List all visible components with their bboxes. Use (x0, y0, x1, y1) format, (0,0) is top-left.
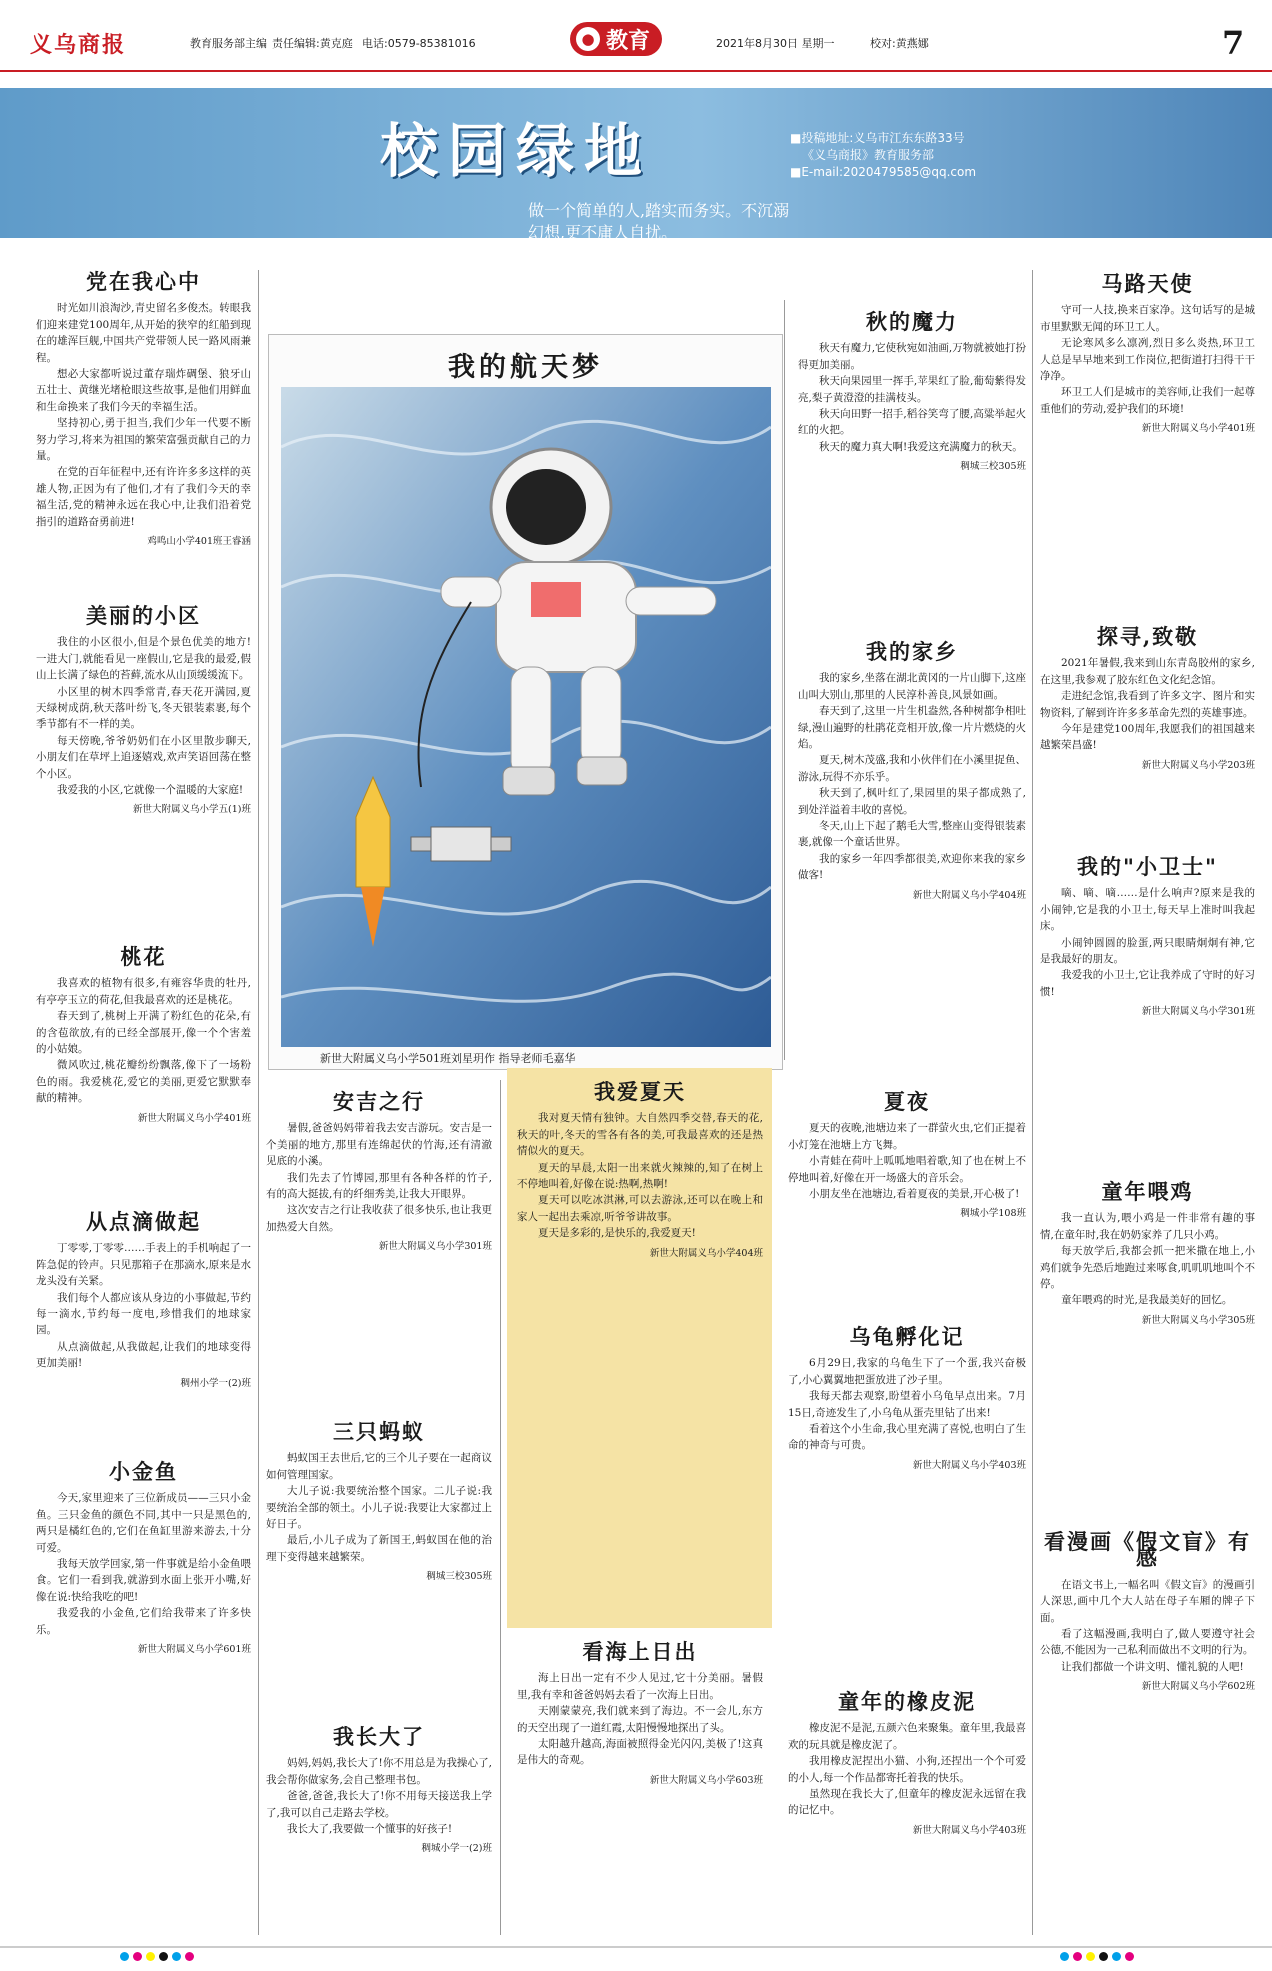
column-divider (1032, 270, 1033, 1935)
article: 童年喂鸡 我一直认为,喂小鸡是一件非常有趣的事情,在童年时,我在奶奶家养了几只小鸡。 每天放学后,我都会抓一把米撒在地上,小鸡们就争先恐后地跑过来啄食,叽叽叽地叫个不停。 童年喂鸡的时光,是我最美好的回忆。 新世大附属义乌小学305班 (1040, 1180, 1255, 1500)
article-author: 新世大附属义乌小学603班 (649, 1774, 763, 1786)
article-title: 美丽的小区 (86, 604, 201, 628)
article-title: 小金鱼 (109, 1460, 178, 1484)
article-author: 新世大附属义乌小学404班 (912, 889, 1026, 901)
masthead: 义乌商报 (30, 32, 127, 58)
proofreader: 校对:黄燕娜 (870, 37, 929, 50)
article-author: 新世大附属义乌小学602班 (1141, 1681, 1255, 1693)
article-author: 新世大附属义乌小学305班 (1141, 1314, 1255, 1326)
article: 看海上日出 海上日出一定有不少人见过,它十分美丽。暑假里,我有幸和爸爸妈妈去看了一次海上日出。 天刚蒙蒙亮,我们就来到了海边。不一会儿,东方的天空出现了一道红霞,太阳慢慢地探出了头。 太阳越升越高,海面被照得金光闪闪,美极了!这真是伟大的奇观。 新世大附属义乌小学603班 (517, 1640, 763, 1935)
article-author: 稠州小学一(2)班 (180, 1377, 251, 1389)
figure-title: 我的航天梦 (448, 352, 603, 383)
article-author: 新世大附属义乌小学401班 (1141, 423, 1255, 435)
duty-editor: 责任编辑:黄克庭 (272, 37, 353, 50)
article: 我爱夏天 我对夏天情有独钟。大自然四季交替,春天的花,秋天的叶,冬天的雪各有各的美,可我最喜欢的还是热情似火的夏天。 夏天的早晨,太阳一出来就火辣辣的,知了在树上不停地叫着,好像在说:热啊,热啊! 夏天可以吃冰淇淋,可以去游泳,还可以在晚上和家人一起出去乘凉,听爷爷讲故事。 夏天是多彩的,是快乐的,我爱夏天! 新世大附属义乌小学404班 (517, 1080, 763, 1480)
issue-date: 2021年8月30日 星期一 (716, 37, 835, 50)
article-title: 童年喂鸡 (1101, 1180, 1194, 1204)
article-author: 新世大附属义乌小学五(1)班 (133, 804, 251, 816)
article-author: 新世大附属义乌小学301班 (378, 1241, 492, 1253)
painting-figure (268, 334, 783, 1070)
column-divider (500, 1080, 501, 1935)
article-author: 新世大附属义乌小学203班 (1141, 759, 1255, 771)
article: 我的"小卫士" 嘀、嘀、嘀……是什么响声?原来是我的小闹钟,它是我的小卫士,每天早上准时叫我起床。 小闹钟圆圆的脸蛋,两只眼睛炯炯有神,它是我最好的朋友。 我爱我的小卫士,它让我养成了守时的好习惯! 新世大附属义乌小学301班 (1040, 855, 1255, 1155)
article-author: 新世大附属义乌小学403班 (912, 1824, 1026, 1836)
article-author: 稠城三校305班 (426, 1571, 492, 1583)
article-author: 鸡鸣山小学401班王睿涵 (147, 536, 251, 548)
column-divider (784, 300, 785, 1060)
article-author: 新世大附属义乌小学404班 (649, 1247, 763, 1259)
article-title: 我爱夏天 (594, 1080, 686, 1104)
article-title: 党在我心中 (86, 270, 201, 294)
article-title: 我长大了 (333, 1725, 425, 1749)
article-title: 秋的魔力 (866, 310, 958, 334)
article-author: 新世大附属义乌小学403班 (912, 1459, 1026, 1471)
page-header (0, 0, 1272, 72)
article-author: 新世大附属义乌小学401班 (137, 1112, 251, 1124)
article: 看漫画《假文盲》有感 在语文书上,一幅名叫《假文盲》的漫画引人深思,画中几个大人站在母子车厢的牌子下面。 看了这幅漫画,我明白了,做人要遵守社会公德,不能因为一己私利而做出不文明的行为。 让我们都做一个讲文明、懂礼貌的人吧! 新世大附属义乌小学602班 (1040, 1530, 1255, 1935)
article-author: 稠城三校305班 (960, 461, 1026, 473)
article: 从点滴做起 丁零零,丁零零……手表上的手机响起了一阵急促的铃声。只见那箱子在那滴水,原来是水龙头没有关紧。 我们每个人都应该从身边的小事做起,节约每一滴水,节约每一度电,珍惜我们的地球家园。 从点滴做起,从我做起,让我们的地球变得更加美丽! 稠州小学一(2)班 (36, 1210, 251, 1420)
figure-caption: 新世大附属义乌小学501班刘星玥作 指导老师毛嘉华 (320, 1052, 576, 1065)
section-logo-icon: ● (576, 27, 600, 51)
article-title: 从点滴做起 (86, 1210, 201, 1234)
slogan: 做一个简单的人,踏实而务实。不沉溺幻想,更不庸人自扰。 (528, 201, 790, 242)
article: 桃花 我喜欢的植物有很多,有雍容华贵的牡丹,有亭亭玉立的荷花,但我最喜欢的还是桃花。 春天到了,桃树上开满了粉红色的花朵,有的含苞欲放,有的已经全部展开,像一个个害羞的小姑娘。 微风吹过,桃花瓣纷纷飘落,像下了一场粉色的雨。我爱桃花,爱它的美丽,更爱它默默奉献的精神。 新世大附属义乌小学401班 (36, 945, 251, 1195)
article-title: 看漫画《假文盲》有感 (1044, 1530, 1251, 1571)
color-bar-left (120, 1952, 194, 1961)
article-title: 安吉之行 (333, 1090, 425, 1114)
article: 三只蚂蚁 蚂蚁国王去世后,它的三个儿子要在一起商议如何管理国家。 大儿子说:我要统治整个国家。二儿子说:我要统治全部的领土。小儿子说:我要让大家都过上好日子。 最后,小儿子成为了新国王,蚂蚁国在他的治理下变得越来越繁荣。 稠城三校305班 (266, 1420, 492, 1710)
article: 美丽的小区 我住的小区很小,但是个景色优美的地方!一进大门,就能看见一座假山,它是我的最爱,假山上长满了绿色的苔藓,流水从山顶缓缓流下。 小区里的树木四季常青,春天花开满园,夏天绿树成荫,秋天落叶纷飞,冬天银装素裹,每个季节都有不一样的美。 每天傍晚,爷爷奶奶们在小区里散步聊天,小朋友们在草坪上追逐嬉戏,欢声笑语回荡在整个小区。 我爱我的小区,它就像一个温暖的大家庭! 新世大附属义乌小学五(1)班 (36, 604, 251, 934)
article: 乌龟孵化记 6月29日,我家的乌龟生下了一个蛋,我兴奋极了,小心翼翼地把蛋放进了沙子里。 我每天都去观察,盼望着小乌龟早点出来。7月15日,奇迹发生了,小乌龟从蛋壳里钻了出来! 看着这个小生命,我心里充满了喜悦,也明白了生命的神奇与可贵。 新世大附属义乌小学403班 (788, 1325, 1026, 1625)
article: 安吉之行 暑假,爸爸妈妈带着我去安吉游玩。安吉是一个美丽的地方,那里有连绵起伏的竹海,还有清澈见底的小溪。 我们先去了竹博园,那里有各种各样的竹子,有的高大挺拔,有的纤细秀美,让我大开眼界。 这次安吉之行让我收获了很多快乐,也让我更加热爱大自然。 新世大附属义乌小学301班 (266, 1090, 492, 1390)
article: 探寻,致敬 2021年暑假,我来到山东青岛胶州的家乡,在这里,我参观了胶东红色文化纪念馆。 走进纪念馆,我看到了许多文字、图片和实物资料,了解到许许多多革命先烈的英雄事迹。 今年是建党100周年,我愿我们的祖国越来越繁荣昌盛! 新世大附属义乌小学203班 (1040, 625, 1255, 840)
astronaut-painting (281, 387, 771, 1047)
article-author: 稠城小学108班 (960, 1208, 1026, 1220)
article-title: 我的"小卫士" (1077, 855, 1218, 879)
article-author: 稠城小学一(2)班 (421, 1843, 492, 1855)
article-title: 三只蚂蚁 (333, 1420, 425, 1444)
footer-line (0, 1946, 1272, 1948)
phone: 电话:0579-85381016 (362, 37, 476, 50)
article: 夏夜 夏天的夜晚,池塘边来了一群萤火虫,它们正提着小灯笼在池塘上方飞舞。 小青蛙在荷叶上呱呱地唱着歌,知了也在树上不停地叫着,好像在开一场盛大的音乐会。 小朋友坐在池塘边,看着夏夜的美景,开心极了! 稠城小学108班 (788, 1090, 1026, 1290)
article-title: 看海上日出 (582, 1640, 698, 1664)
submission-info: ■投稿地址:义乌市江东东路33号 《义乌商报》教育服务部 ■E-mail:2020479585@qq.com (790, 131, 977, 179)
article-title: 探寻,致敬 (1096, 625, 1199, 649)
article-title: 桃花 (120, 945, 167, 969)
column-divider (258, 270, 259, 1935)
article-author: 新世大附属义乌小学601班 (137, 1644, 251, 1656)
article: 小金鱼 今天,家里迎来了三位新成员——三只小金鱼。三只金鱼的颜色不同,其中一只是黑色的,两只是橘红色的,它们在鱼缸里游来游去,十分可爱。 我每天放学回家,第一件事就是给小金鱼喂食。它们一看到我,就游到水面上张开小嘴,好像在说:快给我吃的吧! 我爱我的小金鱼,它们给我带来了许多快乐。 新世大附属义乌小学601班 (36, 1460, 251, 1930)
article-title: 乌龟孵化记 (849, 1325, 965, 1349)
editor-in-chief: 教育服务部主编 (190, 37, 267, 50)
article: 秋的魔力 秋天有魔力,它使秋宛如油画,万物就被她打扮得更加美丽。 秋天向果园里一挥手,苹果红了脸,葡萄紫得发亮,梨子黄澄澄的挂满枝头。 秋天向田野一招手,稻谷笑弯了腰,高粱举起火红的火把。 秋天的魔力真大啊!我爱这充满魔力的秋天。 稠城三校305班 (798, 310, 1026, 610)
article-title: 马路天使 (1101, 272, 1194, 296)
section-label: ● 教育 (570, 22, 662, 56)
article: 党在我心中 时光如川浪淘沙,青史留名多俊杰。转眼我们迎来建党100周年,从开始的狭窄的红船到现在的雄浑巨舰,中国共产党带领人民一路风雨兼程。 想必大家都听说过董存瑞炸碉堡、狼牙山五壮士、黄继光堵枪眼这些故事,是他们用鲜血和生命换来了我们今天的幸福生活。 坚持初心,勇于担当,我们少年一代要不断努力学习,将来为祖国的繁荣富强贡献自己的力量。 在党的百年征程中,还有许许多多这样的英雄人物,正因为有了他们,才有了我们今天的幸福生活,党的精神永远在我心中,让我们沿着党指引的道路奋勇前进! 鸡鸣山小学401班王睿涵 (36, 270, 251, 600)
article: 童年的橡皮泥 橡皮泥不是泥,五颜六色来聚集。童年里,我最喜欢的玩具就是橡皮泥了。 我用橡皮泥捏出小猫、小狗,还捏出一个个可爱的小人,每一个作品都寄托着我的快乐。 虽然现在我长大了,但童年的橡皮泥永远留在我的记忆中。 新世大附属义乌小学403班 (788, 1690, 1026, 1935)
article-author: 新世大附属义乌小学301班 (1141, 1006, 1255, 1018)
color-bar-right (1060, 1952, 1134, 1961)
article: 我长大了 妈妈,妈妈,我长大了!你不用总是为我操心了,我会帮你做家务,会自己整理书包。 爸爸,爸爸,我长大了!你不用每天接送我上学了,我可以自己走路去学校。 我长大了,我要做一个懂事的好孩子! 稠城小学一(2)班 (266, 1725, 492, 1935)
article: 我的家乡 我的家乡,坐落在湖北黄冈的一片山脚下,这座山叫大别山,那里的人民淳朴善良,风景如画。 春天到了,这里一片生机盎然,各种树都争相吐绿,漫山遍野的杜鹃花竞相开放,像一片片燃烧的火焰。 夏天,树木茂盛,我和小伙伴们在小溪里捉鱼、游泳,玩得不亦乐乎。 秋天到了,枫叶红了,果园里的果子都成熟了,到处洋溢着丰收的喜悦。 冬天,山上下起了鹅毛大雪,整座山变得银装素裹,就像一个童话世界。 我的家乡一年四季都很美,欢迎你来我的家乡做客! 新世大附属义乌小学404班 (798, 640, 1026, 1040)
article: 马路天使 守可一人技,换来百家净。这句话写的是城市里默默无闻的环卫工人。 无论寒风多么凛冽,烈日多么炎热,环卫工人总是早早地来到工作岗位,把街道打扫得干干净净。 环卫工人们是城市的美容师,让我们一起尊重他们的劳动,爱护我们的环境! 新世大附属义乌小学401班 (1040, 272, 1255, 612)
section-title: 校园绿地 (380, 117, 653, 185)
article-title: 童年的橡皮泥 (838, 1690, 976, 1714)
page-number: 7 (1222, 24, 1245, 62)
article-title: 夏夜 (884, 1090, 930, 1114)
article-title: 我的家乡 (866, 640, 958, 664)
